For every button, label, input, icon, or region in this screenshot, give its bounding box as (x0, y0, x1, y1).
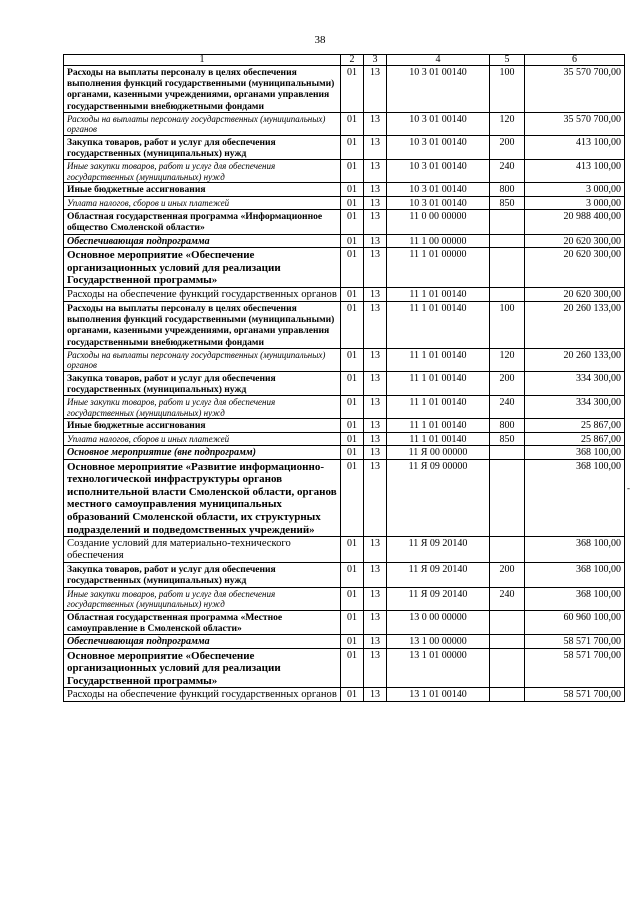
section-code: 01 (341, 196, 364, 210)
table-row (64, 610, 625, 634)
target-item-code: 11 Я 09 20140 (387, 587, 490, 610)
subsection-code: 13 (364, 371, 387, 395)
section-code: 01 (341, 287, 364, 301)
target-item-code: 11 Я 09 20140 (387, 563, 490, 587)
subsection-code: 13 (364, 432, 387, 446)
amount: 25 867,00 (525, 432, 625, 446)
subsection-code: 13 (364, 446, 387, 460)
subsection-code: 13 (364, 688, 387, 702)
expense-type-code: 120 (490, 112, 525, 135)
amount: 368 100,00 (525, 587, 625, 610)
row-description: Областная государственная программа «Информационное общество Смоленской области» (64, 210, 341, 234)
row-description: Основное мероприятие (вне подпрограмм) (64, 446, 341, 460)
table-body (64, 66, 625, 702)
amount: 35 570 700,00 (525, 66, 625, 113)
table-row (64, 432, 625, 446)
subsection-code: 13 (364, 234, 387, 248)
section-code: 01 (341, 587, 364, 610)
table-row (64, 287, 625, 301)
table-row (64, 196, 625, 210)
table-row (64, 183, 625, 197)
target-item-code: 11 1 01 00000 (387, 248, 490, 288)
target-item-code: 11 1 00 00000 (387, 234, 490, 248)
table-row (64, 348, 625, 371)
table-row (64, 160, 625, 183)
section-code: 01 (341, 396, 364, 419)
amount: 58 571 700,00 (525, 635, 625, 649)
target-item-code: 11 1 01 00140 (387, 371, 490, 395)
target-item-code: 11 1 01 00140 (387, 432, 490, 446)
expense-type-code (490, 287, 525, 301)
section-code: 01 (341, 371, 364, 395)
target-item-code: 11 Я 09 00000 (387, 459, 490, 537)
expense-type-code: 240 (490, 587, 525, 610)
expense-type-code: 200 (490, 371, 525, 395)
subsection-code: 13 (364, 183, 387, 197)
amount: 368 100,00 (525, 563, 625, 587)
subsection-code: 13 (364, 196, 387, 210)
table-row (64, 459, 625, 537)
table-row (64, 135, 625, 159)
target-item-code: 13 0 00 00000 (387, 610, 490, 634)
table-row (64, 248, 625, 288)
amount: 25 867,00 (525, 419, 625, 433)
amount: 20 260 133,00 (525, 301, 625, 348)
expense-type-code (490, 459, 525, 537)
column-header-2: 2 (341, 55, 364, 66)
expense-type-code (490, 635, 525, 649)
subsection-code: 13 (364, 635, 387, 649)
amount: 368 100,00 (525, 537, 625, 563)
row-description: Закупка товаров, работ и услуг для обеспечения государственных (муниципальных) нужд (64, 563, 341, 587)
target-item-code: 11 1 01 00140 (387, 396, 490, 419)
row-description: Уплата налогов, сборов и иных платежей (64, 196, 341, 210)
page-number: 38 (314, 34, 326, 46)
expense-type-code: 800 (490, 183, 525, 197)
subsection-code: 13 (364, 396, 387, 419)
subsection-code: 13 (364, 419, 387, 433)
table-row (64, 210, 625, 234)
target-item-code: 10 3 01 00140 (387, 160, 490, 183)
row-description: Закупка товаров, работ и услуг для обеспечения государственных (муниципальных) нужд (64, 135, 341, 159)
column-header-3: 3 (364, 55, 387, 66)
expense-type-code (490, 234, 525, 248)
subsection-code: 13 (364, 459, 387, 537)
amount: 20 620 300,00 (525, 287, 625, 301)
subsection-code: 13 (364, 112, 387, 135)
subsection-code: 13 (364, 648, 387, 688)
table-row (64, 688, 625, 702)
section-code: 01 (341, 459, 364, 537)
amount: 3 000,00 (525, 183, 625, 197)
table-row (64, 648, 625, 688)
row-description: Основное мероприятие «Развитие информационно-технологической инфраструктуры органов исполнительной власти Смоленской области, органов местного самоуправления муниципальных образований Смоленской области, их структурных подразделений и подведомственных учреждений» (64, 459, 341, 537)
section-code: 01 (341, 635, 364, 649)
row-description: Иные закупки товаров, работ и услуг для обеспечения государственных (муниципальных) нужд (64, 160, 341, 183)
amount: 20 988 400,00 (525, 210, 625, 234)
amount: 368 100,00 (525, 459, 625, 537)
subsection-code: 13 (364, 301, 387, 348)
subsection-code: 13 (364, 563, 387, 587)
target-item-code: 13 1 01 00000 (387, 648, 490, 688)
section-code: 01 (341, 648, 364, 688)
table-row (64, 234, 625, 248)
target-item-code: 11 0 00 00000 (387, 210, 490, 234)
amount: 20 620 300,00 (525, 234, 625, 248)
amount: 58 571 700,00 (525, 688, 625, 702)
amount: 20 260 133,00 (525, 348, 625, 371)
expense-type-code: 120 (490, 348, 525, 371)
amount: 35 570 700,00 (525, 112, 625, 135)
target-item-code: 11 1 01 00140 (387, 301, 490, 348)
expense-type-code: 200 (490, 135, 525, 159)
expense-type-code: 240 (490, 160, 525, 183)
row-description: Областная государственная программа «Местное самоуправление в Смоленской области» (64, 610, 341, 634)
row-description: Основное мероприятие «Обеспечение организационных условий для реализации Государственной программы» (64, 248, 341, 288)
amount: 58 571 700,00 (525, 648, 625, 688)
section-code: 01 (341, 419, 364, 433)
section-code: 01 (341, 183, 364, 197)
budget-table (63, 54, 625, 702)
amount: 20 620 300,00 (525, 248, 625, 288)
subsection-code: 13 (364, 160, 387, 183)
section-code: 01 (341, 446, 364, 460)
table-row (64, 396, 625, 419)
row-description: Расходы на выплаты персоналу государственных (муниципальных) органов (64, 112, 341, 135)
expense-type-code: 100 (490, 66, 525, 113)
column-header-6: 6 (525, 55, 625, 66)
target-item-code: 10 3 01 00140 (387, 135, 490, 159)
table-row (64, 587, 625, 610)
expense-type-code (490, 648, 525, 688)
expense-type-code: 240 (490, 396, 525, 419)
expense-type-code: 850 (490, 196, 525, 210)
row-description: Обеспечивающая подпрограмма (64, 234, 341, 248)
subsection-code: 13 (364, 537, 387, 563)
section-code: 01 (341, 112, 364, 135)
table-row (64, 537, 625, 563)
amount: 334 300,00 (525, 371, 625, 395)
target-item-code: 13 1 01 00140 (387, 688, 490, 702)
subsection-code: 13 (364, 587, 387, 610)
expense-type-code (490, 210, 525, 234)
row-description: Иные бюджетные ассигнования (64, 183, 341, 197)
subsection-code: 13 (364, 135, 387, 159)
section-code: 01 (341, 135, 364, 159)
section-code: 01 (341, 248, 364, 288)
expense-type-code (490, 688, 525, 702)
subsection-code: 13 (364, 287, 387, 301)
target-item-code: 10 3 01 00140 (387, 112, 490, 135)
margin-mark: - (627, 483, 630, 493)
section-code: 01 (341, 432, 364, 446)
section-code: 01 (341, 160, 364, 183)
row-description: Расходы на выплаты персоналу в целях обеспечения выполнения функций государственными (муниципальными) органами, казенными учреждениями, органами управления государственными внебюджетными фондами (64, 66, 341, 113)
expense-type-code: 800 (490, 419, 525, 433)
expense-type-code: 100 (490, 301, 525, 348)
subsection-code: 13 (364, 610, 387, 634)
target-item-code: 11 1 01 00140 (387, 287, 490, 301)
row-description: Основное мероприятие «Обеспечение организационных условий для реализации Государственной программы» (64, 648, 341, 688)
section-code: 01 (341, 234, 364, 248)
subsection-code: 13 (364, 210, 387, 234)
row-description: Расходы на обеспечение функций государственных органов (64, 688, 341, 702)
amount: 60 960 100,00 (525, 610, 625, 634)
row-description: Расходы на обеспечение функций государственных органов (64, 287, 341, 301)
row-description: Создание условий для материально-технического обеспечения (64, 537, 341, 563)
expense-type-code: 200 (490, 563, 525, 587)
column-header-4: 4 (387, 55, 490, 66)
section-code: 01 (341, 688, 364, 702)
section-code: 01 (341, 348, 364, 371)
target-item-code: 11 1 01 00140 (387, 419, 490, 433)
target-item-code: 10 3 01 00140 (387, 66, 490, 113)
table-row (64, 635, 625, 649)
row-description: Иные бюджетные ассигнования (64, 419, 341, 433)
row-description: Расходы на выплаты персоналу государственных (муниципальных) органов (64, 348, 341, 371)
target-item-code: 13 1 00 00000 (387, 635, 490, 649)
table-row (64, 371, 625, 395)
table-row (64, 66, 625, 113)
subsection-code: 13 (364, 66, 387, 113)
row-description: Иные закупки товаров, работ и услуг для обеспечения государственных (муниципальных) нужд (64, 587, 341, 610)
row-description: Уплата налогов, сборов и иных платежей (64, 432, 341, 446)
expense-type-code (490, 446, 525, 460)
subsection-code: 13 (364, 348, 387, 371)
amount: 413 100,00 (525, 160, 625, 183)
table-row (64, 112, 625, 135)
amount: 368 100,00 (525, 446, 625, 460)
amount: 3 000,00 (525, 196, 625, 210)
section-code: 01 (341, 210, 364, 234)
expense-type-code: 850 (490, 432, 525, 446)
expense-type-code (490, 610, 525, 634)
expense-type-code (490, 537, 525, 563)
table-row (64, 446, 625, 460)
row-description: Закупка товаров, работ и услуг для обеспечения государственных (муниципальных) нужд (64, 371, 341, 395)
column-header-5: 5 (490, 55, 525, 66)
target-item-code: 10 3 01 00140 (387, 196, 490, 210)
column-header-1: 1 (64, 55, 341, 66)
table-row (64, 563, 625, 587)
amount: 334 300,00 (525, 396, 625, 419)
column-number-row (64, 55, 625, 66)
target-item-code: 11 1 01 00140 (387, 348, 490, 371)
expense-type-code (490, 248, 525, 288)
target-item-code: 11 Я 09 20140 (387, 537, 490, 563)
section-code: 01 (341, 563, 364, 587)
target-item-code: 10 3 01 00140 (387, 183, 490, 197)
table-row (64, 301, 625, 348)
subsection-code: 13 (364, 248, 387, 288)
row-description: Иные закупки товаров, работ и услуг для обеспечения государственных (муниципальных) нужд (64, 396, 341, 419)
section-code: 01 (341, 301, 364, 348)
row-description: Расходы на выплаты персоналу в целях обеспечения выполнения функций государственными (муниципальными) органами, казенными учреждениями, органами управления государственными внебюджетными фондами (64, 301, 341, 348)
section-code: 01 (341, 610, 364, 634)
amount: 413 100,00 (525, 135, 625, 159)
target-item-code: 11 Я 00 00000 (387, 446, 490, 460)
section-code: 01 (341, 537, 364, 563)
section-code: 01 (341, 66, 364, 113)
row-description: Обеспечивающая подпрограмма (64, 635, 341, 649)
table-row (64, 419, 625, 433)
